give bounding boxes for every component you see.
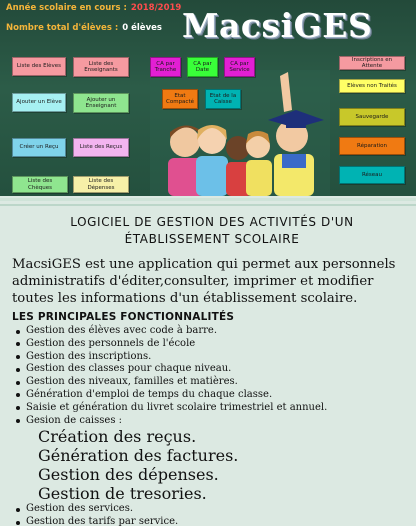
features-list-continued bbox=[12, 503, 412, 526]
student-count-row bbox=[6, 23, 162, 33]
article bbox=[0, 210, 416, 526]
compact-state-button[interactable]: Etat Compacté bbox=[162, 89, 198, 109]
list-item: Gestion des niveaux, familles et matières. bbox=[12, 376, 412, 389]
student-count-value: 0 élèves bbox=[122, 23, 162, 33]
cash-sub-features-list bbox=[12, 427, 412, 503]
list-teachers-button[interactable]: Liste des Enseignants bbox=[73, 57, 129, 77]
network-button[interactable]: Réseau bbox=[339, 166, 405, 184]
cash-state-button[interactable]: Etat de la Caisse bbox=[205, 89, 241, 109]
add-student-button[interactable]: Ajouter un Elève bbox=[12, 93, 66, 112]
list-item: Saisie et génération du livret scolaire trimestriel et annuel. bbox=[12, 402, 412, 415]
school-year-row bbox=[6, 3, 181, 13]
list-expenses-button[interactable]: Liste des Dépenses bbox=[73, 176, 129, 193]
create-receipt-button[interactable]: Créer un Reçu bbox=[12, 138, 66, 157]
add-teacher-button[interactable]: Ajouter un Enseignant bbox=[73, 93, 129, 113]
sub-list-item: Gestion de tresories. bbox=[38, 484, 207, 504]
app-logo: MacsiGES bbox=[182, 6, 373, 45]
sub-list-item: Génération des factures. bbox=[38, 446, 239, 466]
list-students-button[interactable]: Liste des Elèves bbox=[12, 57, 66, 76]
list-item: Gestion des inscriptions. bbox=[12, 351, 412, 364]
untreated-students-button[interactable]: Elèves non Traités bbox=[339, 79, 405, 93]
list-cheques-button[interactable]: Liste des Chèques bbox=[12, 176, 68, 193]
features-heading: LES PRINCIPALES FONCTIONNALITÉS bbox=[12, 311, 235, 323]
repair-button[interactable]: Réparation bbox=[339, 137, 405, 155]
backup-button[interactable]: Sauvegarde bbox=[339, 108, 405, 126]
student-count-label: Nombre total d'élèves : bbox=[6, 23, 119, 33]
pending-registrations-button[interactable]: Inscriptions en Attente bbox=[339, 56, 405, 70]
list-item: Génération d'emploi de temps du chaque classe. bbox=[12, 389, 412, 402]
list-item: Gesion de caisses : bbox=[12, 415, 412, 428]
list-item: Gestion des tarifs par service. bbox=[12, 516, 412, 526]
list-item: Gestion des élèves avec code à barre. bbox=[12, 325, 412, 338]
ca-by-date-button[interactable]: CA par Date bbox=[187, 57, 218, 77]
features-list bbox=[12, 325, 412, 427]
section-divider-secondary bbox=[0, 204, 416, 206]
school-year-label: Année scolaire en cours : bbox=[6, 3, 127, 13]
ca-by-service-button[interactable]: CA par Service bbox=[224, 57, 255, 77]
list-item: Gestion des classes pour chaque niveau. bbox=[12, 363, 412, 376]
app-banner bbox=[0, 0, 416, 196]
list-item: Gestion des personnels de l'école bbox=[12, 338, 412, 351]
section-divider bbox=[0, 198, 416, 201]
list-receipts-button[interactable]: Liste des Reçus bbox=[73, 138, 129, 157]
sub-list-item: Gestion des dépenses. bbox=[38, 465, 219, 485]
article-intro: MacsiGES est une application qui permet aux personnels administratifs d'éditer,consulter, imprimer et modifier toutes les informations d'un établissement scolaire. bbox=[12, 257, 396, 306]
ca-by-tranche-button[interactable]: CA par Tranche bbox=[150, 57, 181, 77]
sub-list-item: Création des reçus. bbox=[38, 427, 197, 447]
article-title: LOGICIEL DE GESTION DES ACTIVITÉS D'UN ÉTABLISSEMENT SCOLAIRE bbox=[70, 215, 354, 246]
school-year-value: 2018/2019 bbox=[130, 3, 182, 13]
list-item: Gestion des services. bbox=[12, 503, 412, 516]
